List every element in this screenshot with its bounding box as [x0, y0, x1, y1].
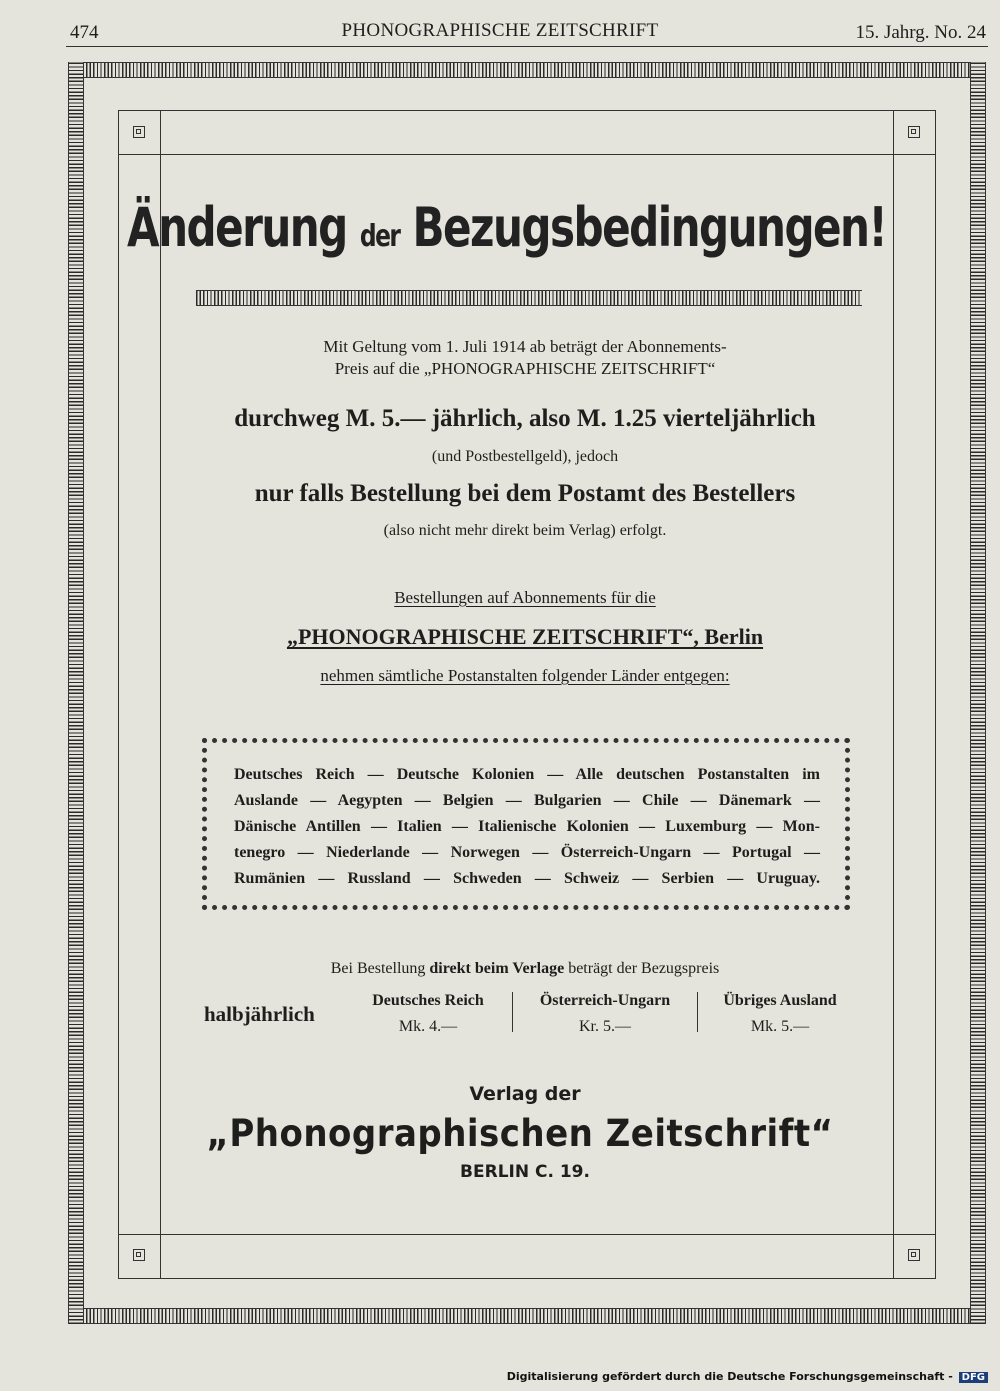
frame-top-stripe [68, 62, 986, 78]
price-value: Kr. 5.— [579, 1018, 631, 1035]
inner-frame-bottom-2 [118, 1278, 936, 1279]
publisher-line-1: Verlag der [469, 1083, 581, 1105]
issue-number: 15. Jahrg. No. 24 [855, 22, 986, 43]
price-separator [512, 992, 513, 1032]
countries-line: Deutsches Reich — Deutsche Kolonien — Alle deutschen Postanstalten im [234, 766, 820, 783]
header-rule [66, 46, 988, 47]
countries-list [234, 762, 820, 892]
headline [117, 196, 897, 259]
page-number: 474 [70, 22, 99, 43]
countries-line: tenegro — Niederlande — Norwegen — Österreich-Ungarn — Portugal — [234, 844, 820, 861]
postage-line: (und Postbestellgeld), jedoch [431, 448, 619, 465]
headline-word-3: Bezugsbedingungen! [412, 196, 887, 259]
inner-frame-bottom [118, 1234, 936, 1235]
price-region: Übriges Ausland [723, 992, 837, 1009]
direct-order-text-bold: direkt beim Verlage [429, 960, 565, 977]
publisher-name: „Phonographischen Zeitschrift“ [206, 1112, 834, 1155]
direct-order-text-before: Bei Bestellung [330, 960, 430, 977]
footer-text: Digitalisierung gefördert durch die Deutsche Forschungsgemeinschaft - [506, 1370, 953, 1383]
countries-line: Dänische Antillen — Italien — Italienische Kolonien — Luxemburg — Mon- [234, 818, 820, 835]
price-region: Österreich-Ungarn [539, 992, 671, 1009]
digitization-footer [507, 1370, 988, 1383]
price-value: Mk. 4.— [398, 1018, 458, 1035]
intro-paragraph [0, 336, 1000, 380]
corner-ornament-bottom-right [908, 1249, 920, 1261]
headline-stripe [196, 290, 862, 306]
inner-frame-top-2 [118, 154, 936, 155]
note-line: (also nicht mehr direkt beim Verlag) erfolgt. [383, 522, 667, 539]
orders-line-1 [0, 588, 1000, 608]
countries-line: Auslande — Aegypten — Belgien — Bulgarien — Chile — Dänemark — [234, 792, 820, 809]
dfg-logo: DFG [959, 1372, 988, 1383]
price-column-other [690, 988, 870, 1040]
price-line: durchweg M. 5.— jährlich, also M. 1.25 vierteljährlich [234, 405, 816, 432]
orders-line-1-text: Bestellungen auf Abonnements für die [394, 588, 656, 607]
headline-word-2: der [359, 219, 400, 254]
corner-ornament-top-left [133, 126, 145, 138]
countries-line: Rumänien — Russland — Schweden — Schweiz — Serbien — Uruguay. [234, 870, 820, 887]
price-region: Deutsches Reich [372, 992, 484, 1009]
period-label: halbjährlich [204, 1002, 315, 1026]
corner-ornament-bottom-left [133, 1249, 145, 1261]
intro-line-1: Mit Geltung vom 1. Juli 1914 ab beträgt der Abonnements- [323, 337, 727, 356]
price-column-germany [338, 988, 518, 1040]
frame-bottom-stripe [68, 1308, 986, 1324]
orders-line-3 [0, 666, 1000, 686]
orders-line-2-text: „PHONOGRAPHISCHE ZEITSCHRIFT“, Berlin [286, 624, 764, 649]
orders-line-2 [0, 624, 1000, 650]
journal-title: PHONOGRAPHISCHE ZEITSCHRIFT [341, 20, 659, 41]
price-column-austria [515, 988, 695, 1040]
orders-line-3-text: nehmen sämtliche Postanstalten folgender Länder entgegen: [320, 666, 730, 685]
direct-order-line [0, 960, 1000, 978]
page-header [0, 18, 1000, 48]
condition-line: nur falls Bestellung bei dem Postamt des Bestellers [254, 480, 796, 507]
intro-line-2: Preis auf die „PHONOGRAPHISCHE ZEITSCHRIFT“ [334, 359, 716, 378]
inner-frame-top [118, 110, 936, 111]
publisher-city: BERLIN C. 19. [460, 1162, 590, 1182]
price-value: Mk. 5.— [750, 1018, 810, 1035]
headline-word-1: Änderung [127, 196, 347, 259]
direct-order-text-after: beträgt der Bezugspreis [564, 960, 720, 977]
corner-ornament-top-right [908, 126, 920, 138]
